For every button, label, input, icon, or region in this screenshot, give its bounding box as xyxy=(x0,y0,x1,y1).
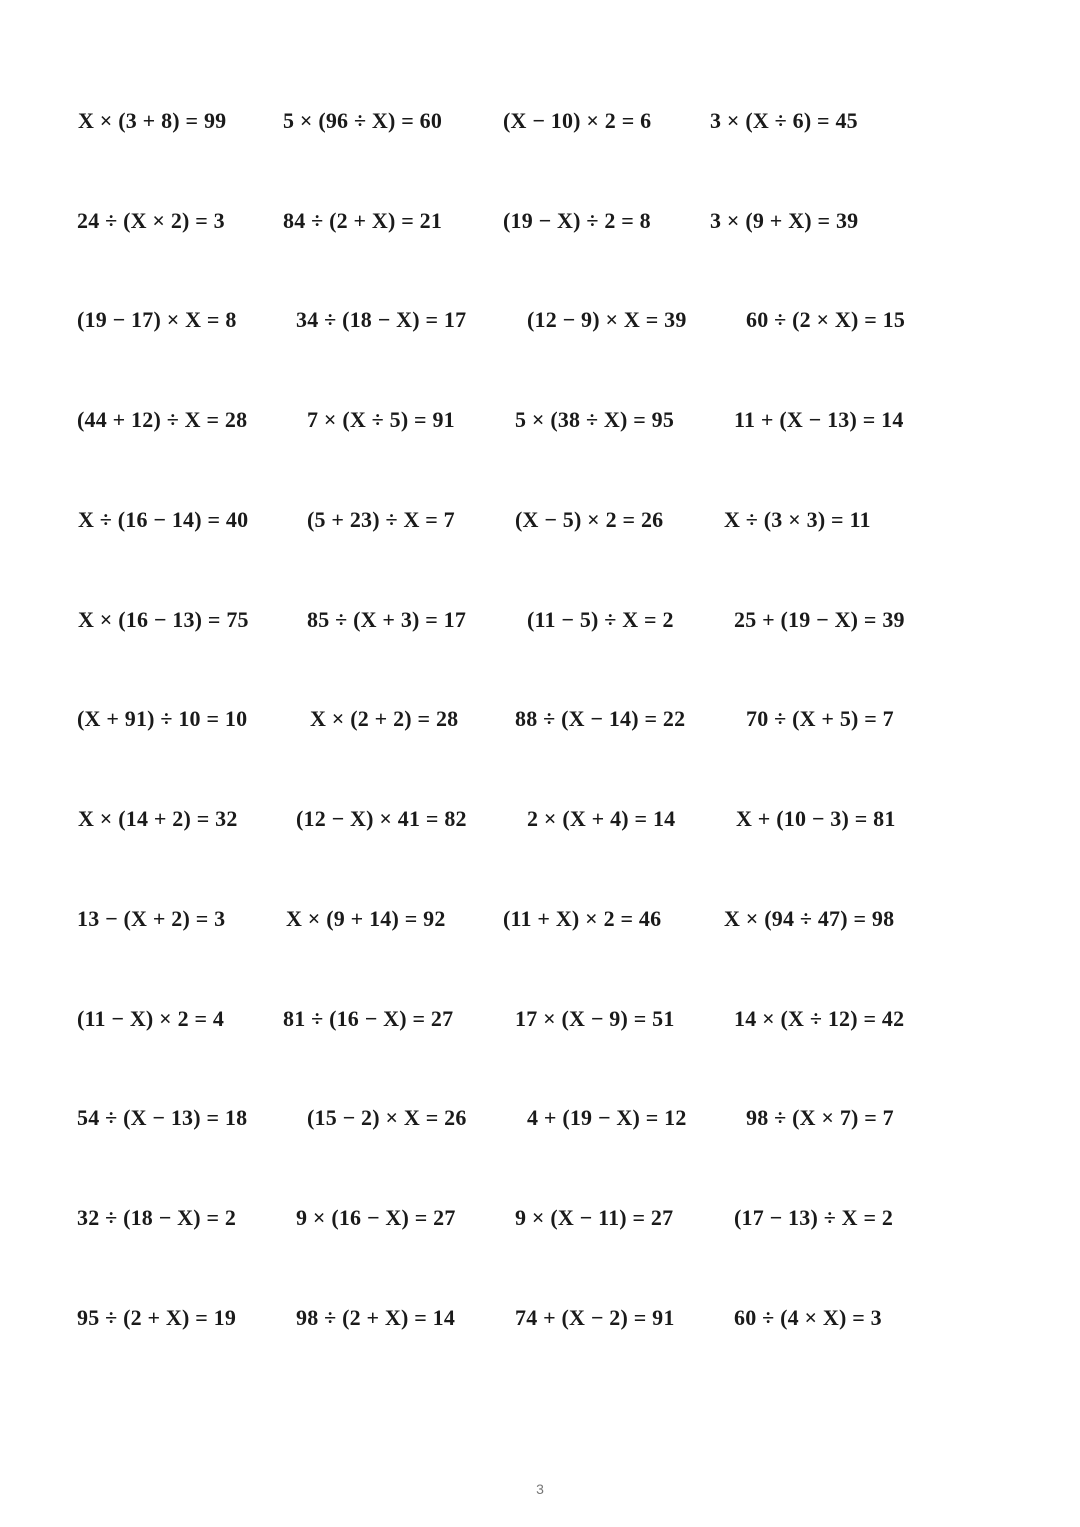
equation: 3 × (9 + X) = 39 xyxy=(710,208,859,233)
equation: 14 × (X ÷ 12) = 42 xyxy=(734,1006,905,1031)
equation: 81 ÷ (16 − X) = 27 xyxy=(283,1006,454,1031)
equation: X × (14 + 2) = 32 xyxy=(78,806,238,831)
equation: (12 − 9) × X = 39 xyxy=(527,307,687,332)
equation: 13 − (X + 2) = 3 xyxy=(77,906,226,931)
equation: X × (9 + 14) = 92 xyxy=(286,906,446,931)
equation: 24 ÷ (X × 2) = 3 xyxy=(77,208,225,233)
equation: 60 ÷ (2 × X) = 15 xyxy=(746,307,906,332)
equation: (X − 5) × 2 = 26 xyxy=(515,507,664,532)
equation: 88 ÷ (X − 14) = 22 xyxy=(515,706,686,731)
equation: (12 − X) × 41 = 82 xyxy=(296,806,467,831)
equation: 98 ÷ (X × 7) = 7 xyxy=(746,1105,894,1130)
equation: 11 + (X − 13) = 14 xyxy=(734,407,904,432)
equation: (19 − X) ÷ 2 = 8 xyxy=(503,208,651,233)
equation: (17 − 13) ÷ X = 2 xyxy=(734,1205,894,1230)
equation: 85 ÷ (X + 3) = 17 xyxy=(307,607,467,632)
equation: (44 + 12) ÷ X = 28 xyxy=(77,407,248,432)
equation: 54 ÷ (X − 13) = 18 xyxy=(77,1105,248,1130)
page-number: 3 xyxy=(536,1481,544,1497)
equation: 84 ÷ (2 + X) = 21 xyxy=(283,208,443,233)
equation: (11 + X) × 2 = 46 xyxy=(503,906,662,931)
equation: 17 × (X − 9) = 51 xyxy=(515,1006,675,1031)
equation: (19 − 17) × X = 8 xyxy=(77,307,237,332)
equation: X × (2 + 2) = 28 xyxy=(310,706,459,731)
equation: (11 − X) × 2 = 4 xyxy=(77,1006,225,1031)
equation: 60 ÷ (4 × X) = 3 xyxy=(734,1305,882,1330)
equation: 5 × (96 ÷ X) = 60 xyxy=(283,108,443,133)
equation: (X − 10) × 2 = 6 xyxy=(503,108,652,133)
equation: 7 × (X ÷ 5) = 91 xyxy=(307,407,455,432)
equation: 25 + (19 − X) = 39 xyxy=(734,607,905,632)
equation: 9 × (X − 11) = 27 xyxy=(515,1205,674,1230)
equation: 70 ÷ (X + 5) = 7 xyxy=(746,706,894,731)
equation: X ÷ (16 − 14) = 40 xyxy=(78,507,249,532)
equation: 74 + (X − 2) = 91 xyxy=(515,1305,675,1330)
equation: (11 − 5) ÷ X = 2 xyxy=(527,607,674,632)
equation: 32 ÷ (18 − X) = 2 xyxy=(77,1205,237,1230)
equation: 34 ÷ (18 − X) = 17 xyxy=(296,307,467,332)
equation: (X + 91) ÷ 10 = 10 xyxy=(77,706,248,731)
equation: X × (94 ÷ 47) = 98 xyxy=(724,906,895,931)
equation: 2 × (X + 4) = 14 xyxy=(527,806,676,831)
equation: 3 × (X ÷ 6) = 45 xyxy=(710,108,858,133)
equation: X + (10 − 3) = 81 xyxy=(736,806,896,831)
equation: (5 + 23) ÷ X = 7 xyxy=(307,507,455,532)
equation: 4 + (19 − X) = 12 xyxy=(527,1105,687,1130)
equation: X ÷ (3 × 3) = 11 xyxy=(724,507,871,532)
equation: X × (16 − 13) = 75 xyxy=(78,607,249,632)
equation: 98 ÷ (2 + X) = 14 xyxy=(296,1305,456,1330)
equation: 5 × (38 ÷ X) = 95 xyxy=(515,407,675,432)
equation: X × (3 + 8) = 99 xyxy=(78,108,227,133)
equation: 9 × (16 − X) = 27 xyxy=(296,1205,456,1230)
equation: 95 ÷ (2 + X) = 19 xyxy=(77,1305,237,1330)
equation: (15 − 2) × X = 26 xyxy=(307,1105,467,1130)
